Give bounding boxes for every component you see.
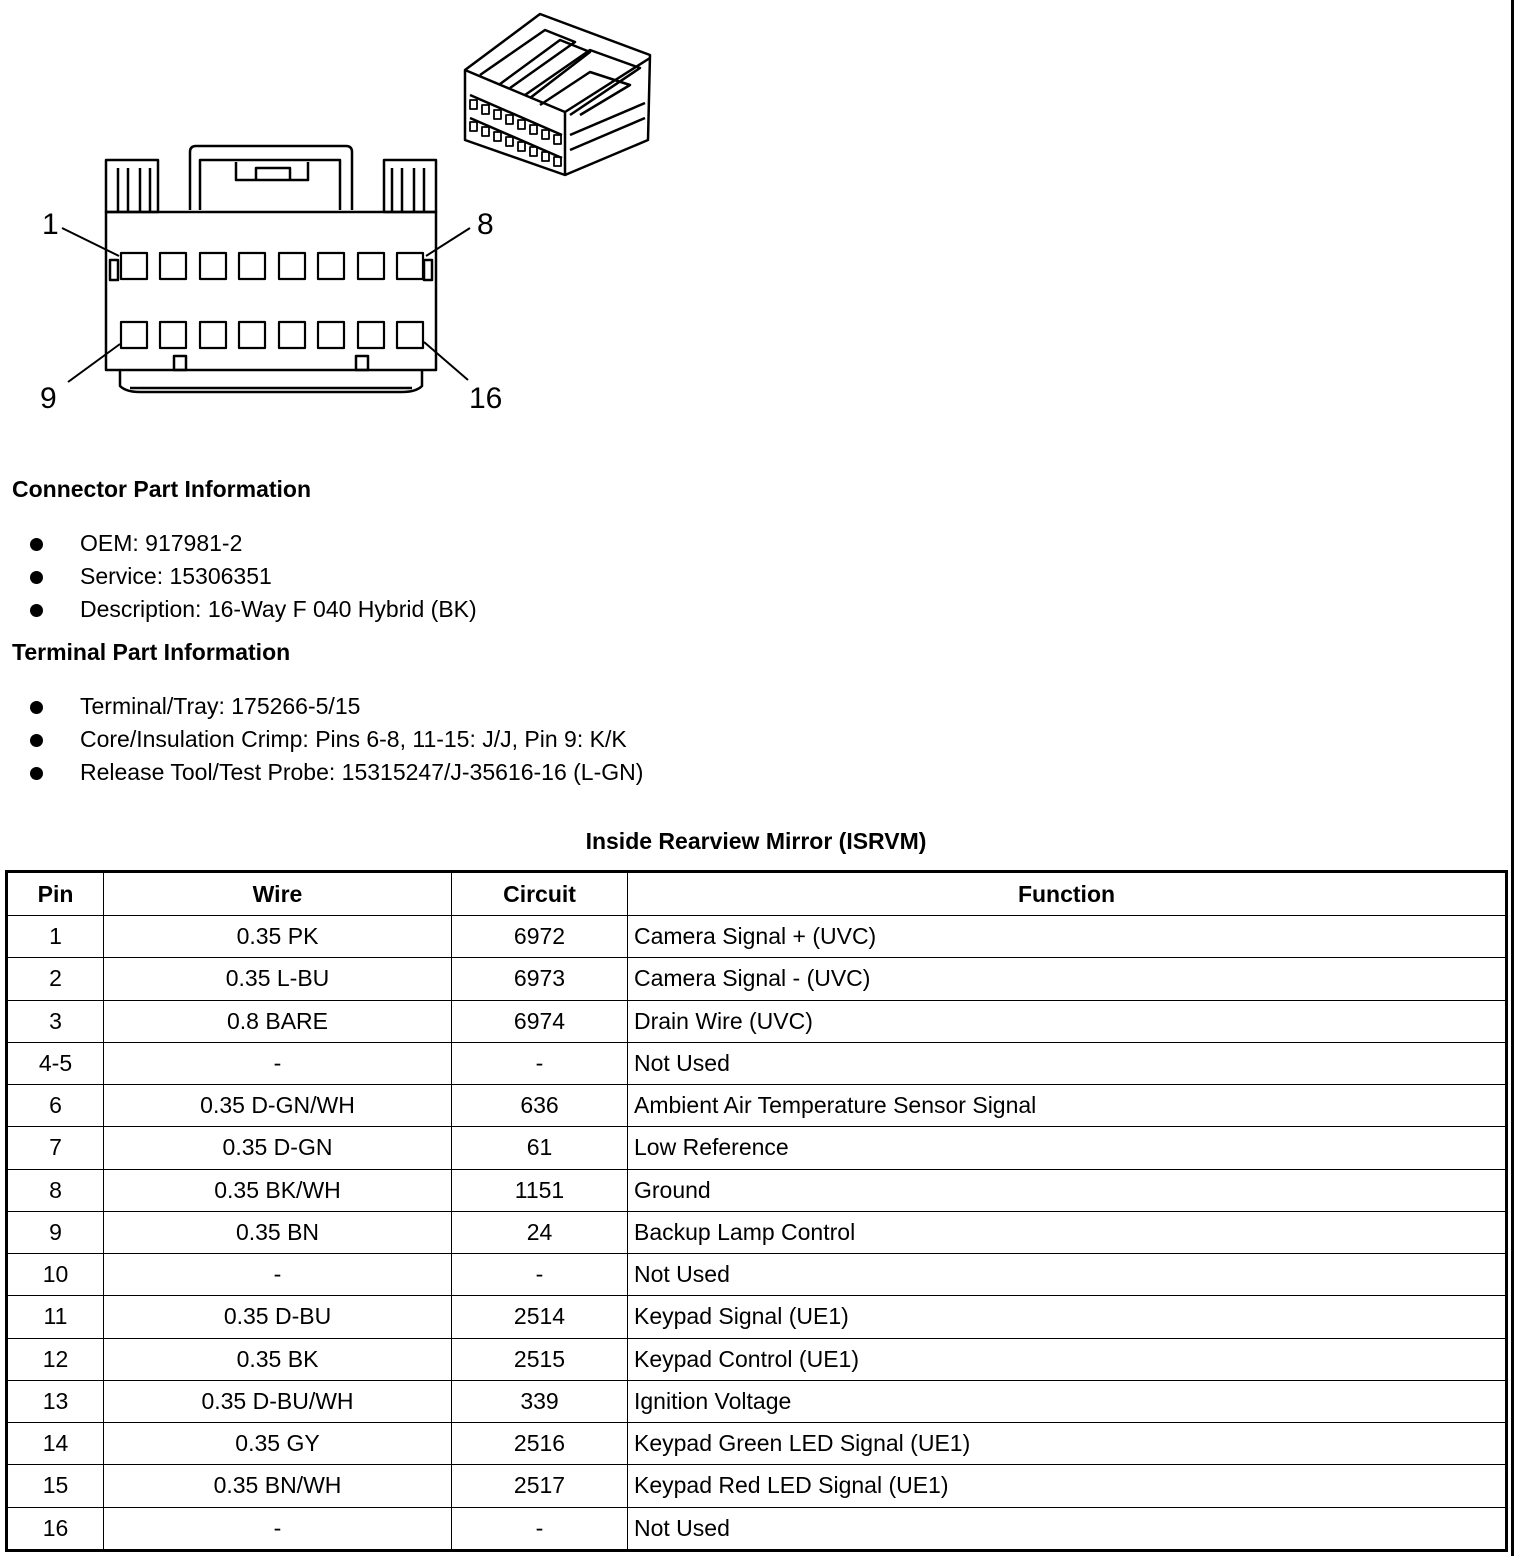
cell-circuit: 2517 xyxy=(452,1465,628,1507)
cell-pin: 6 xyxy=(7,1085,104,1127)
table-row xyxy=(7,1465,1507,1507)
page-right-rule xyxy=(1511,0,1514,1556)
cell-wire: 0.35 D-GN xyxy=(104,1127,452,1169)
cell-circuit: 24 xyxy=(452,1211,628,1253)
cell-wire: - xyxy=(104,1042,452,1084)
cell-pin: 3 xyxy=(7,1000,104,1042)
pin-label-9: 9 xyxy=(40,382,57,415)
cell-wire: 0.35 L-BU xyxy=(104,958,452,1000)
cell-function: Camera Signal - (UVC) xyxy=(628,958,1507,1000)
connector-info-list xyxy=(30,527,477,626)
bullet-icon xyxy=(30,604,43,617)
cell-circuit: - xyxy=(452,1507,628,1551)
cell-pin: 13 xyxy=(7,1380,104,1422)
table-row xyxy=(7,1380,1507,1422)
cell-wire: 0.8 BARE xyxy=(104,1000,452,1042)
cell-circuit: - xyxy=(452,1042,628,1084)
cell-wire: 0.35 PK xyxy=(104,916,452,958)
cell-pin: 12 xyxy=(7,1338,104,1380)
cell-circuit: 2514 xyxy=(452,1296,628,1338)
pin-label-8: 8 xyxy=(477,208,494,241)
table-row xyxy=(7,1254,1507,1296)
cell-function: Not Used xyxy=(628,1254,1507,1296)
table-row xyxy=(7,1000,1507,1042)
cell-wire: 0.35 GY xyxy=(104,1423,452,1465)
cell-pin: 9 xyxy=(7,1211,104,1253)
cell-pin: 15 xyxy=(7,1465,104,1507)
cell-circuit: 6973 xyxy=(452,958,628,1000)
column-header-circuit: Circuit xyxy=(452,872,628,916)
list-item: Terminal/Tray: 175266-5/15 xyxy=(30,690,643,723)
terminal-info-list xyxy=(30,690,643,789)
cell-function: Ambient Air Temperature Sensor Signal xyxy=(628,1085,1507,1127)
list-item: Description: 16-Way F 040 Hybrid (BK) xyxy=(30,593,477,626)
list-item: Service: 15306351 xyxy=(30,560,477,593)
cell-pin: 10 xyxy=(7,1254,104,1296)
pinout-table xyxy=(5,870,1508,1552)
cell-function: Ignition Voltage xyxy=(628,1380,1507,1422)
connector-diagram xyxy=(0,0,700,440)
cell-circuit: 6972 xyxy=(452,916,628,958)
table-title: Inside Rearview Mirror (ISRVM) xyxy=(585,828,927,854)
cell-wire: 0.35 D-BU/WH xyxy=(104,1380,452,1422)
connector-3d-view xyxy=(465,14,650,175)
cell-function: Keypad Signal (UE1) xyxy=(628,1296,1507,1338)
connector-info-heading: Connector Part Information xyxy=(12,476,312,502)
table-row xyxy=(7,1338,1507,1380)
table-row xyxy=(7,1507,1507,1551)
table-row xyxy=(7,1211,1507,1253)
table-row xyxy=(7,1296,1507,1338)
bullet-icon xyxy=(30,701,43,714)
cell-circuit: - xyxy=(452,1254,628,1296)
bullet-icon xyxy=(30,571,43,584)
cell-pin: 1 xyxy=(7,916,104,958)
table-row xyxy=(7,1423,1507,1465)
cell-pin: 4-5 xyxy=(7,1042,104,1084)
cell-circuit: 339 xyxy=(452,1380,628,1422)
pin-label-1: 1 xyxy=(42,208,59,241)
cell-wire: - xyxy=(104,1254,452,1296)
table-row xyxy=(7,1169,1507,1211)
cell-pin: 16 xyxy=(7,1507,104,1551)
cell-wire: 0.35 D-BU xyxy=(104,1296,452,1338)
cell-circuit: 2516 xyxy=(452,1423,628,1465)
cell-circuit: 1151 xyxy=(452,1169,628,1211)
cell-wire: 0.35 BN/WH xyxy=(104,1465,452,1507)
cell-circuit: 2515 xyxy=(452,1338,628,1380)
connector-front-view xyxy=(106,146,436,392)
table-row xyxy=(7,916,1507,958)
list-item: Release Tool/Test Probe: 15315247/J-35616-16 (L-GN) xyxy=(30,756,643,789)
cell-wire: - xyxy=(104,1507,452,1551)
cell-function: Keypad Green LED Signal (UE1) xyxy=(628,1423,1507,1465)
column-header-function: Function xyxy=(628,872,1507,916)
pin-label-16: 16 xyxy=(469,382,503,415)
list-item: OEM: 917981-2 xyxy=(30,527,477,560)
table-row xyxy=(7,1127,1507,1169)
cell-function: Ground xyxy=(628,1169,1507,1211)
table-row xyxy=(7,1042,1507,1084)
list-item: Core/Insulation Crimp: Pins 6-8, 11-15: J/J, Pin 9: K/K xyxy=(30,723,643,756)
cell-pin: 8 xyxy=(7,1169,104,1211)
cell-function: Camera Signal + (UVC) xyxy=(628,916,1507,958)
cell-function: Low Reference xyxy=(628,1127,1507,1169)
terminal-info-heading: Terminal Part Information xyxy=(12,639,291,665)
cell-pin: 14 xyxy=(7,1423,104,1465)
cell-function: Backup Lamp Control xyxy=(628,1211,1507,1253)
bullet-icon xyxy=(30,767,43,780)
cell-circuit: 636 xyxy=(452,1085,628,1127)
cell-function: Not Used xyxy=(628,1042,1507,1084)
cell-function: Not Used xyxy=(628,1507,1507,1551)
cell-pin: 2 xyxy=(7,958,104,1000)
table-row xyxy=(7,958,1507,1000)
connector-cavities xyxy=(121,253,423,348)
cell-circuit: 61 xyxy=(452,1127,628,1169)
cell-function: Keypad Red LED Signal (UE1) xyxy=(628,1465,1507,1507)
cell-function: Keypad Control (UE1) xyxy=(628,1338,1507,1380)
cell-pin: 7 xyxy=(7,1127,104,1169)
cell-function: Drain Wire (UVC) xyxy=(628,1000,1507,1042)
cell-wire: 0.35 BK/WH xyxy=(104,1169,452,1211)
table-row xyxy=(7,1085,1507,1127)
table-header-row xyxy=(7,872,1507,916)
cell-wire: 0.35 BK xyxy=(104,1338,452,1380)
bullet-icon xyxy=(30,734,43,747)
column-header-pin: Pin xyxy=(7,872,104,916)
cell-circuit: 6974 xyxy=(452,1000,628,1042)
cell-wire: 0.35 BN xyxy=(104,1211,452,1253)
column-header-wire: Wire xyxy=(104,872,452,916)
cell-pin: 11 xyxy=(7,1296,104,1338)
cell-wire: 0.35 D-GN/WH xyxy=(104,1085,452,1127)
pin-leader-lines xyxy=(62,228,470,382)
bullet-icon xyxy=(30,538,43,551)
